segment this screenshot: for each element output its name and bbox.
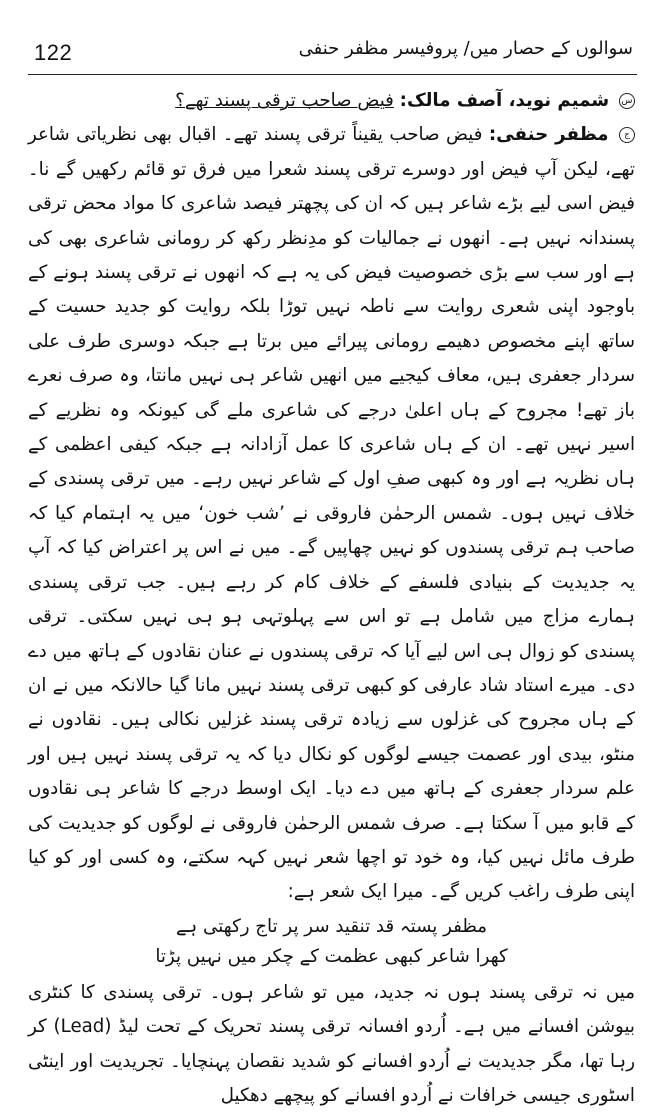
answer-text: فیض صاحب یقیناً ترقی پسند تھے۔ اقبال بھی نظریاتی شاعر تھے، لیکن آپ فیض اور دوسرے ترقی پسند شعرا میں فرق تو قائم رکھیں گے نا۔ فیض اسی لیے بڑے شاعر ہیں کہ ان کی پچھتر فیصد شاعری کا مواد محض ترقی پسندانہ نہیں ہے۔ انھوں نے جمالیات کو مدِنظر رکھ کر رومانی شاعری بھی کی ہے اور سب سے بڑی خصوصیت فیض کی یہ ہے کہ انھوں نے ترقی پسند ہونے کے باوجود اپنی شعری روایت سے ناطہ نہیں توڑا بلکہ روایت کو جدید حسیت کے ساتھ اپنے مخصوص دھیمے رومانی پیرائے میں برتا ہے جبکہ دوسری طرف علی سردار جعفری ہیں، معاف کیجیے میں انھیں شاعر ہی نہیں مانتا، وہ صرف نعرے باز تھے! مجروح کے ہاں اعلیٰ درجے کی شاعری ملے گی کیونکہ وہ نظریے کے اسیر نہیں تھے۔ ان کے ہاں شاعری کا عمل آزادانہ ہے جبکہ کیفی اعظمی کے ہاں نظریہ ہے اور وہ کبھی صفِ اول کے شاعر نہیں رہے۔ میں ترقی پسندی کے خلاف نہیں ہوں۔ شمس الرحمٰن فاروقی نے ’شب خون‘ میں یہ اہتمام کیا کہ صاحب ہم ترقی پسندوں کو نہیں چھاپیں گے۔ میں نے اس پر اعتراض کیا کہ آپ یہ جدیدیت کے بنیادی فلسفے کے خلاف کام کر رہے ہیں۔ جب ترقی پسندی ہمارے مزاج میں شامل ہے تو اس سے پہلوتہی ہو ہی نہیں سکتی۔ ترقی پسندی کو زوال ہی اس لیے آیا کہ ترقی پسندوں نے عنان نقادوں کے ہاتھ میں دے دی۔ میرے استاد شاد عارفی کو کبھی ترقی پسند نہیں مانا گیا حالانکہ میں نے ان کے ہاں مجروح کی غزلوں سے زیادہ ترقی پسند غزلیں نکالی ہیں۔ نقادوں نے منٹو، بیدی اور عصمت جیسے لوگوں کو نکال دیا کہ یہ ترقی پسند نہیں ہیں اور علم سردار جعفری کے ہاتھ میں دے دیا۔ ایک اوسط درجے کا شاعر ہی نقادوں کے قابو میں آ سکتا ہے۔ صرف شمس الرحمٰن فاروقی نے لوگوں کو جدیدیت کی طرف مائل نہیں کیا، وہ خود تو اچھا شعر نہیں کہہ سکتے، وہ کسی اور کو کیا اپنی طرف راغب کریں گے۔ میرا ایک شعر ہے: (28, 124, 635, 903)
header-divider (28, 74, 637, 75)
answer-paragraph (28, 118, 635, 909)
couplet-line-2: کھرا شاعر کبھی عظمت کے چکر میں نہیں پڑتا (155, 945, 508, 967)
question-marker-icon: س (619, 93, 635, 109)
running-head: سوالوں کے حصار میں/ پروفیسر مظفر حنفی (298, 38, 633, 59)
question-text: فیض صاحب ترقی پسند تھے؟ (175, 90, 394, 111)
answer-marker-icon: ج (619, 127, 635, 143)
page-number: 122 (34, 40, 73, 65)
page-body (28, 84, 635, 1113)
answer-speaker: مظفر حنفی: (488, 124, 609, 146)
question-speakers: شمیم نوید، آصف مالک: (399, 90, 610, 111)
closing-paragraph: میں نہ ترقی پسند ہوں نہ جدید، میں تو شاعر ہوں۔ ترقی پسندی کا کنٹری بیوشن افسانے میں ہے۔ اُردو افسانہ ترقی پسند تحریک کے تحت لیڈ (Lead) کر رہا تھا، مگر جدیدیت نے اُردو افسانے کو شدید نقصان پہنچایا۔ تجریدیت اور اینٹی اسٹوری جیسی خرافات نے اُردو افسانے کو پیچھے دھکیل (28, 981, 635, 1106)
couplet-line-1: مظفر پستہ قد تنقید سر پر تاج رکھتی ہے (175, 915, 488, 937)
question-line (28, 84, 635, 118)
couplet (28, 912, 635, 972)
